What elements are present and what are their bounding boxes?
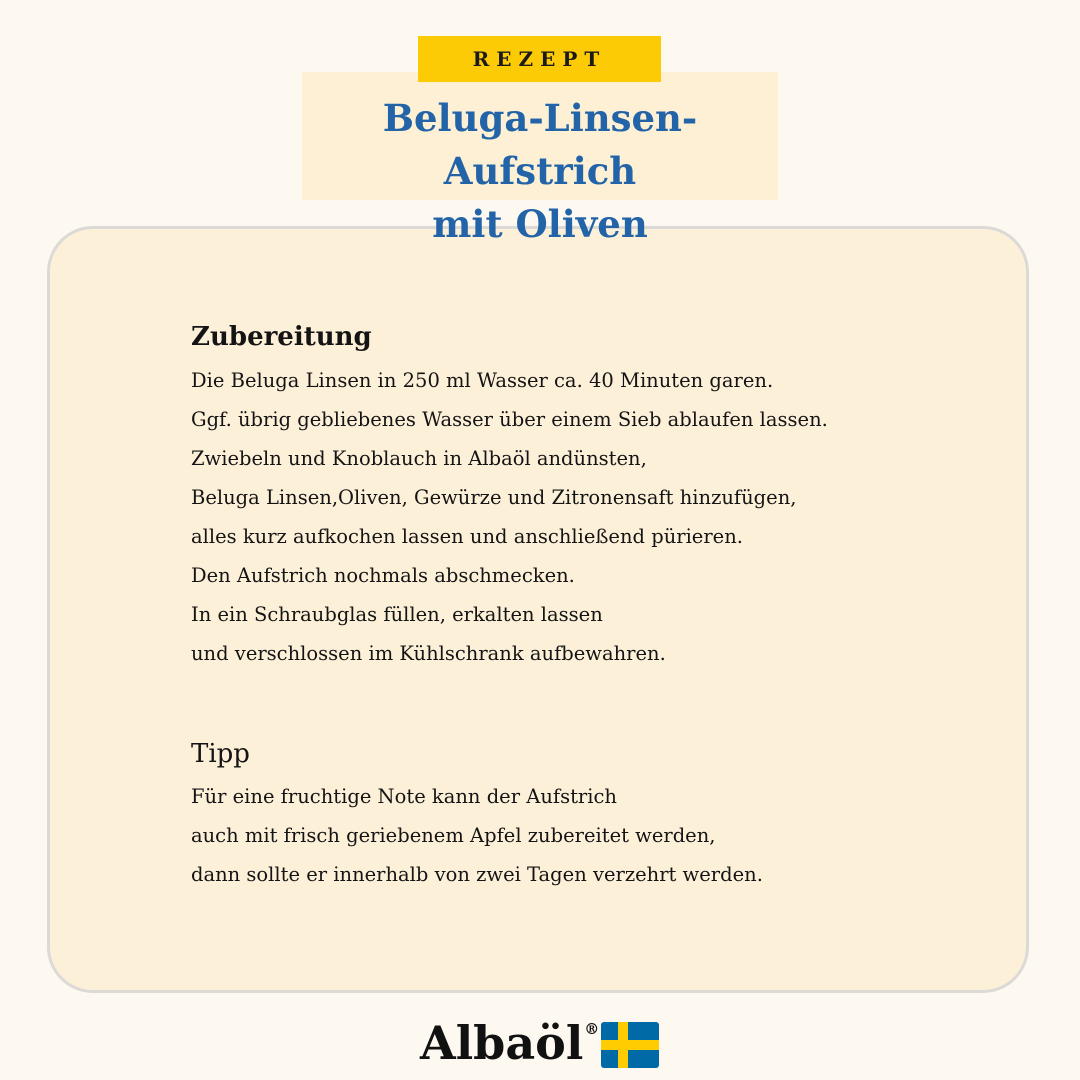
preparation-line: Die Beluga Linsen in 250 ml Wasser ca. 40 Minuten garen. (191, 369, 774, 392)
preparation-line: Ggf. übrig gebliebenes Wasser über einem Sieb ablaufen lassen. (191, 408, 828, 431)
recipe-title (302, 92, 778, 251)
preparation-line: und verschlossen im Kühlschrank aufbewahren. (191, 642, 666, 665)
recipe-title-line-2: mit Oliven (432, 202, 648, 246)
brand-name: Albaöl (420, 1016, 584, 1070)
tip-heading: Tipp (191, 739, 250, 769)
preparation-line: Beluga Linsen,Oliven, Gewürze und Zitronensaft hinzufügen, (191, 486, 797, 509)
tip-line: Für eine fruchtige Note kann der Aufstrich (191, 785, 617, 808)
flag-cross-horizontal (601, 1040, 659, 1050)
section-spacer (191, 673, 1011, 735)
tip-line: dann sollte er innerhalb von zwei Tagen verzehrt werden. (191, 863, 763, 886)
preparation-line: Den Aufstrich nochmals abschmecken. (191, 564, 575, 587)
preparation-line: Zwiebeln und Knoblauch in Albaöl andünsten, (191, 447, 647, 470)
recipe-content (191, 318, 1011, 894)
preparation-line: alles kurz aufkochen lassen und anschließend pürieren. (191, 525, 743, 548)
registered-mark: ® (584, 1020, 600, 1038)
preparation-line: In ein Schraubglas füllen, erkalten lassen (191, 603, 603, 626)
recipe-title-line-1: Beluga-Linsen-Aufstrich (382, 96, 698, 193)
recipe-tag: REZEPT (418, 36, 661, 82)
preparation-heading: Zubereitung (191, 322, 372, 352)
brand-logo (420, 1014, 659, 1072)
sweden-flag-icon (601, 1022, 659, 1068)
tip-line: auch mit frisch geriebenem Apfel zubereitet werden, (191, 824, 716, 847)
